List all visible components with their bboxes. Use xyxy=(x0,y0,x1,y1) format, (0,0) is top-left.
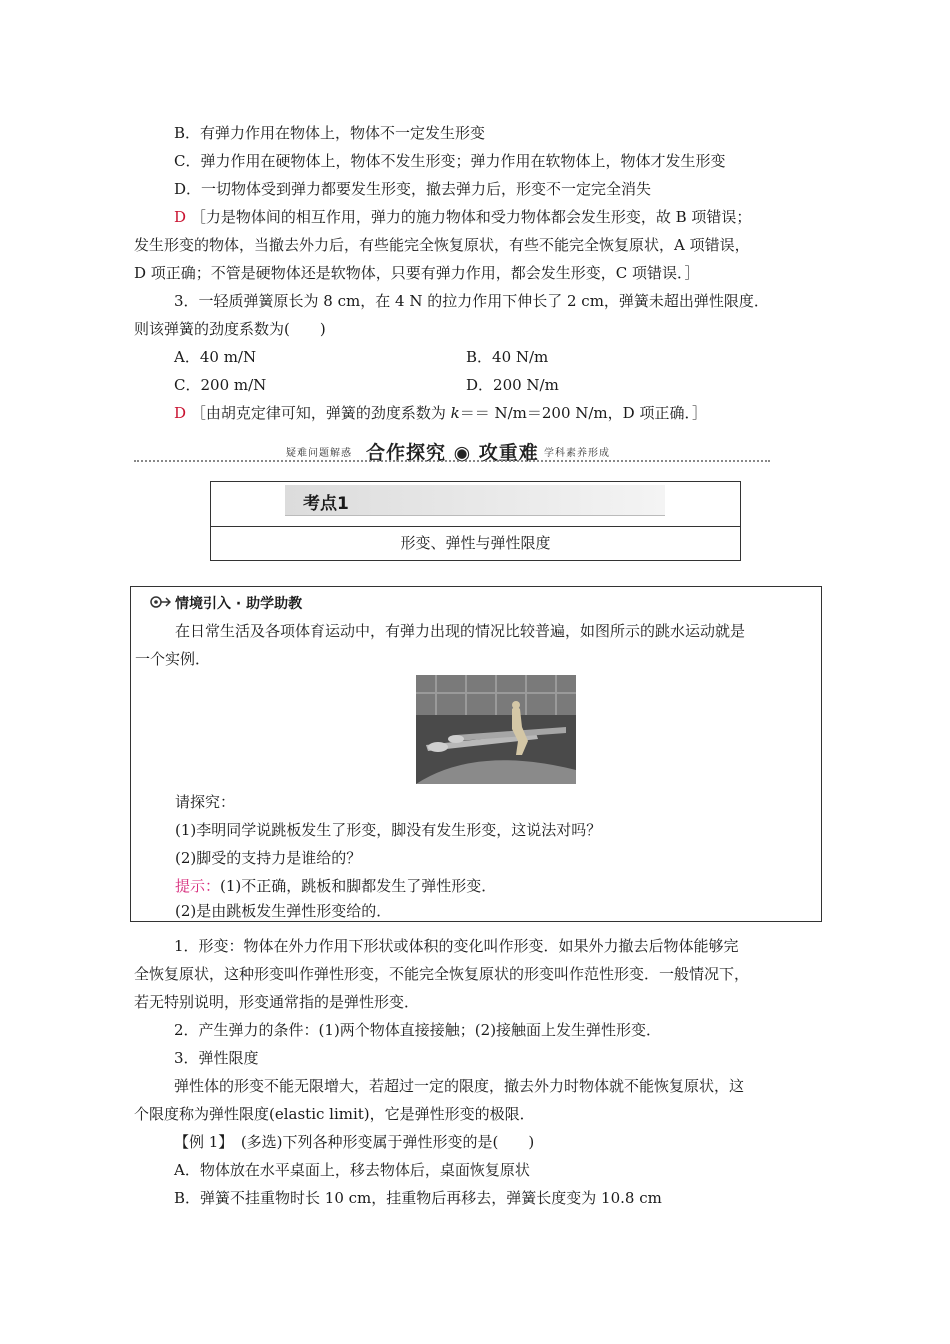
answer-letter: D xyxy=(174,404,187,422)
option-d: D．一切物体受到弹力都要发生形变，撤去弹力后，形变不一定完全消失 xyxy=(174,180,652,198)
body-paragraph-2: 2．产生弹力的条件：(1)两个物体直接接触；(2)接触面上发生弹性形变． xyxy=(174,1021,662,1039)
section-banner xyxy=(134,438,770,464)
example-label: 【例 1】 xyxy=(174,1133,226,1151)
variable-k: k xyxy=(450,404,460,422)
body-paragraph-1-cont: 全恢复原状，这种形变叫作弹性形变，不能完全恢复原状的形变叫作范性形变．一般情况下， xyxy=(134,965,750,983)
topic-tab-label: 考点1 xyxy=(303,494,349,514)
topic-box xyxy=(210,481,741,561)
question-3-stem: 3．一轻质弹簧原长为 8 cm，在 4 N 的拉力作用下伸长了 2 cm，弹簧未超出弹性限度． xyxy=(174,292,769,310)
option-b: B．40 N/m xyxy=(466,348,549,366)
banner-title: 合作探究 ◉ 攻重难 xyxy=(366,442,539,464)
topic-divider xyxy=(211,526,740,527)
context-paragraph-cont: 一个实例． xyxy=(135,650,211,668)
body-paragraph-1-end: 若无特别说明，形变通常指的是弹性形变． xyxy=(134,993,420,1011)
answer-letter: D xyxy=(174,208,187,226)
body-heading-3: 3．弹性限度 xyxy=(174,1049,259,1067)
banner-right-text: 学科素养形成 xyxy=(544,448,610,459)
explanation-line-3: D 项正确；不管是硬物体还是软物体，只要有弹力作用，都会发生形变，C 项错误．］ xyxy=(134,264,700,282)
option-d: D．200 N/m xyxy=(466,376,559,394)
body-paragraph-1: 1．形变：物体在外力作用下形状或体积的变化叫作形变．如果外力撤去后物体能够完 xyxy=(174,937,739,955)
answer-explanation xyxy=(174,207,751,227)
explore-question-2: (2)脚受的支持力是谁给的？ xyxy=(175,849,362,867)
body-paragraph-4: 弹性体的形变不能无限增大，若超过一定的限度，撤去外力时物体就不能恢复原状，这 xyxy=(174,1077,745,1095)
example-option-a: A．物体放在水平桌面上，移去物体后，桌面恢复原状 xyxy=(174,1161,530,1179)
question-3-stem-cont: 则该弹簧的劲度系数为( ) xyxy=(134,320,326,338)
diving-board-illustration xyxy=(416,675,576,784)
hint-line-1 xyxy=(175,876,496,896)
body-paragraph-4-cont: 个限度称为弹性限度(elastic limit)，它是弹性形变的极限． xyxy=(134,1105,535,1123)
example-option-b: B．弹簧不挂重物时长 10 cm，挂重物后再移去，弹簧长度变为 10.8 cm xyxy=(174,1189,662,1207)
topic-tab xyxy=(285,485,665,516)
option-c: C．弹力作用在硬物体上，物体不发生形变；弹力作用在软物体上，物体才发生形变 xyxy=(174,152,726,170)
topic-title: 形变、弹性与弹性限度 xyxy=(400,534,551,552)
context-paragraph: 在日常生活及各项体育运动中，有弹力出现的情况比较普遍，如图所示的跳水运动就是 xyxy=(175,622,746,640)
hint-label: 提示： xyxy=(175,877,221,895)
explanation-line-1: ［力是物体间的相互作用，弹力的施力物体和受力物体都会发生形变，故 B 项错误； xyxy=(190,208,752,226)
diving-photo xyxy=(416,675,576,784)
hint-text-1: (1)不正确，跳板和脚都发生了弹性形变． xyxy=(220,877,497,895)
example-stem xyxy=(174,1132,534,1152)
explore-label: 请探究： xyxy=(175,793,236,811)
hint-line-2: (2)是由跳板发生弹性形变给的． xyxy=(175,902,392,920)
explanation-line-2: 发生形变的物体，当撤去外力后，有些能完全恢复原状，有些不能完全恢复原状，A 项错误， xyxy=(134,236,750,254)
option-a: A．40 m/N xyxy=(174,348,257,366)
context-heading: 情境引入 · 助学助教 xyxy=(175,596,303,612)
banner-left-text: 疑难问题解惑 xyxy=(286,448,352,459)
example-question: (多选)下列各种形变属于弹性形变的是( ) xyxy=(225,1133,535,1151)
gear-icon xyxy=(149,595,171,609)
option-c: C．200 m/N xyxy=(174,376,267,394)
answer-explanation xyxy=(174,403,707,423)
option-b: B．有弹力作用在物体上，物体不一定发生形变 xyxy=(174,124,486,142)
banner-divider xyxy=(134,460,770,462)
explanation-pre: ［由胡克定律可知，弹簧的劲度系数为 xyxy=(190,404,451,422)
explore-question-1: (1)李明同学说跳板发生了形变，脚没有发生形变，这说法对吗？ xyxy=(175,821,602,839)
context-box xyxy=(130,586,822,922)
explanation-post: ＝＝ N/m＝200 N/m，D 项正确．］ xyxy=(459,404,707,422)
